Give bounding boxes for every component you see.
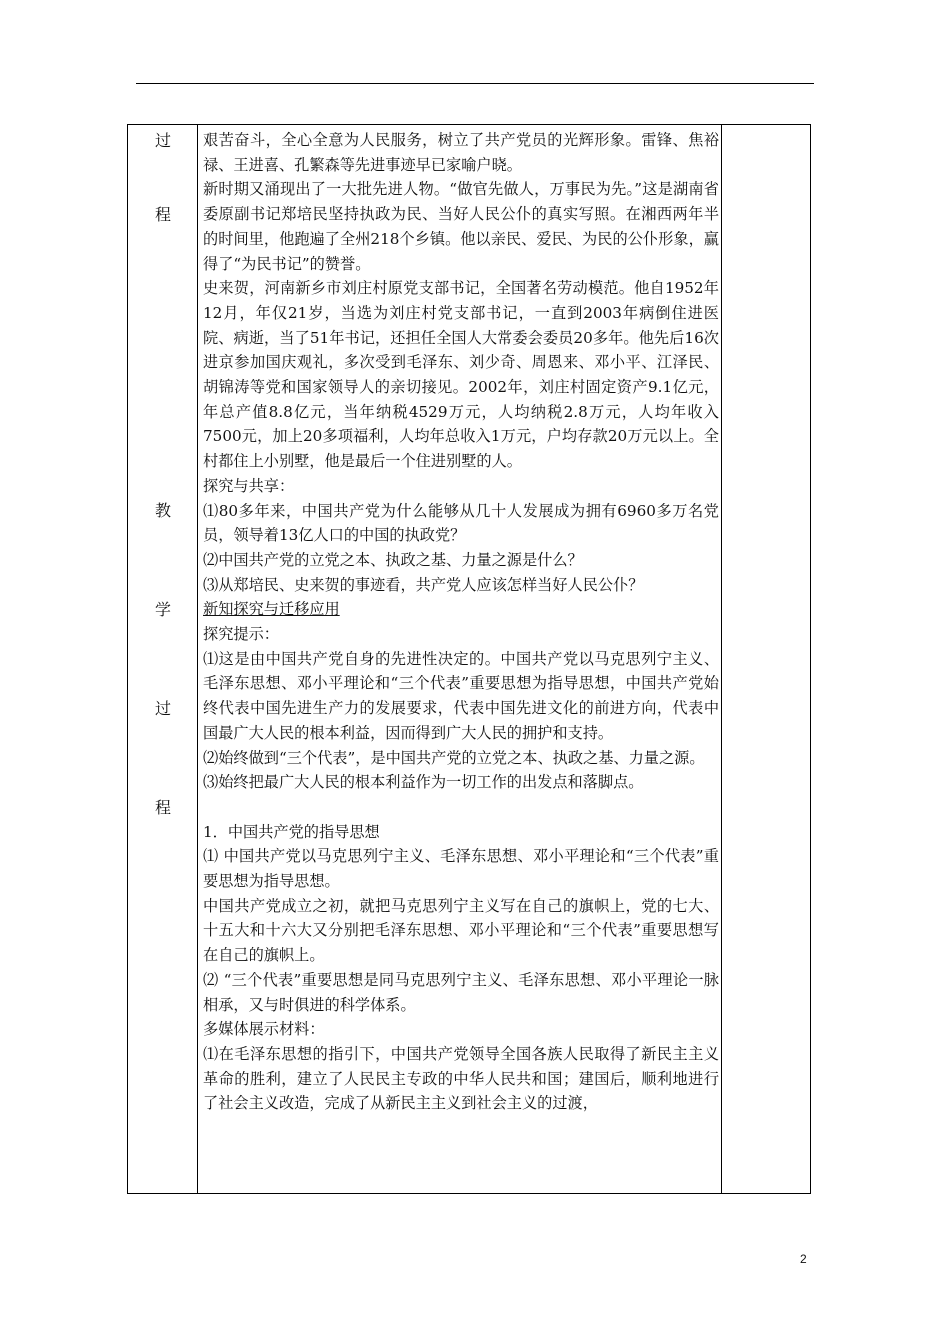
- paragraph-shi-laihe: 史来贺，河南新乡市刘庄村原党支部书记，全国著名劳动模范。他自1952年12月，年仅21岁，当选为刘庄村党支部书记，一直到2003年病倒住进医院、病逝，当了51年书记，还担任全国人大常委会委员20多年。他先后16次进京参加国庆观礼，多次受到毛泽东、刘少奇、周恩来、邓小平、江泽民、胡锦涛等党和国家领导人的亲切接见。2002年，刘庄村固定资产9.1亿元，年总产值8.8亿元，当年纳税4529万元，人均纳税2.8万元，人均年收入7500元，加上20多项福利，人均年总收入1万元，户均存款20万元以上。全村都住上小别墅，他是最后一个住进别墅的人。: [203, 279, 719, 471]
- side-label-cheng-2: 程: [154, 798, 171, 817]
- heading-explore-share: 探究与共享：: [203, 476, 295, 495]
- heading-guiding-ideology: 1．中国共产党的指导思想: [203, 822, 380, 841]
- heading-hints: 探究提示：: [203, 625, 279, 644]
- point-1-detail: 中国共产党成立之初，就把马克思列宁主义写在自己的旗帜上，党的七大、十五大和十六大又分别把毛泽东思想、邓小平理论和“三个代表”重要思想写在自己的旗帜上。: [203, 896, 719, 965]
- section-label-column: [128, 125, 198, 1193]
- lesson-table: [127, 124, 811, 1194]
- blank-line: [203, 795, 719, 820]
- paragraph-role-models: 艰苦奋斗，全心全意为人民服务，树立了共产党员的光辉形象。雷锋、焦裕禄、王进喜、孔繁森等先进事迹早已家喻户晓。: [203, 131, 719, 174]
- side-label-xue: 学: [154, 600, 171, 619]
- side-label-guo-2: 过: [154, 699, 171, 718]
- side-label-cheng-1: 程: [154, 205, 171, 224]
- multimedia-material-1: ⑴在毛泽东思想的指引下，中国共产党领导全国各族人民取得了新民主主义革命的胜利，建立了人民民主专政的中华人民共和国；建国后，顺利地进行了社会主义改造，完成了从新民主主义到社会主义的过渡，: [203, 1045, 719, 1113]
- side-label-jiao: 教: [154, 501, 171, 520]
- question-3: ⑶从郑培民、史来贺的事迹看，共产党人应该怎样当好人民公仆？: [203, 575, 644, 594]
- page-number: 2: [800, 1252, 807, 1266]
- point-2: ⑵ “三个代表”重要思想是同马克思列宁主义、毛泽东思想、邓小平理论一脉相承，又与时俱进的科学体系。: [203, 970, 719, 1014]
- hint-3: ⑶始终把最广大人民的根本利益作为一切工作的出发点和落脚点。: [203, 773, 644, 792]
- heading-multimedia: 多媒体展示材料：: [203, 1020, 325, 1039]
- paragraph-zheng-peimin: 新时期又涌现出了一大批先进人物。“做官先做人，万事民为先。”这是湖南省委原副书记郑培民坚持执政为民、当好人民公仆的真实写照。在湘西两年半的时间里，他跑遍了全州218个乡镇。他以亲民、爱民、为民的公仆形象，赢得了“为民书记”的赞誉。: [203, 180, 719, 273]
- question-1: ⑴80多年来，中国共产党为什么能够从几十人发展成为拥有6960多万名党员，领导着13亿人口的中国的执政党？: [203, 501, 719, 545]
- heading-new-knowledge: 新知探究与迁移应用: [203, 600, 340, 619]
- notes-column: [722, 125, 810, 1193]
- lesson-content-column: [198, 125, 722, 1193]
- hint-2: ⑵始终做到“三个代表”，是中国共产党的立党之本、执政之基、力量之源。: [203, 748, 705, 767]
- question-2: ⑵中国共产党的立党之本、执政之基、力量之源是什么？: [203, 550, 583, 569]
- header-rule: [136, 83, 814, 84]
- side-label-guo-1: 过: [154, 131, 171, 150]
- hint-1: ⑴这是由中国共产党自身的先进性决定的。中国共产党以马克思列宁主义、毛泽东思想、邓小平理论和“三个代表”重要思想为指导思想，中国共产党始终代表中国先进生产力的发展要求，代表中国先进文化的前进方向，代表中国最广大人民的根本利益，因而得到广大人民的拥护和支持。: [203, 649, 719, 742]
- point-1: ⑴ 中国共产党以马克思列宁主义、毛泽东思想、邓小平理论和“三个代表”重要思想为指导思想。: [203, 847, 719, 891]
